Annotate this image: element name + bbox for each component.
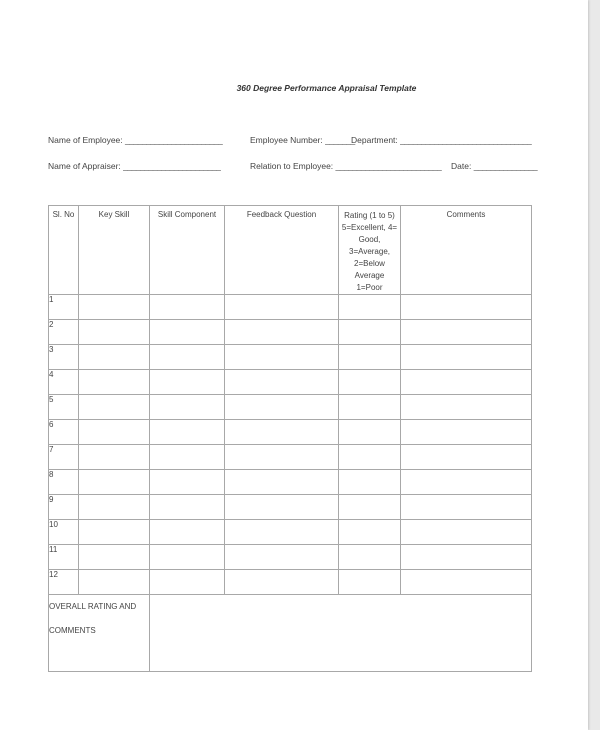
rating-cell[interactable] [339, 470, 401, 495]
row-number: 4 [49, 370, 79, 395]
row-number: 2 [49, 320, 79, 345]
table-row [49, 370, 532, 395]
feedback-question-cell[interactable] [225, 370, 339, 395]
overall-rating-label [49, 595, 150, 672]
date-label: Date: [451, 161, 472, 171]
key-skill-cell[interactable] [79, 495, 150, 520]
header-rating [339, 206, 401, 295]
comments-cell[interactable] [401, 445, 532, 470]
rating-cell[interactable] [339, 495, 401, 520]
feedback-question-cell[interactable] [225, 545, 339, 570]
skill-component-cell[interactable] [150, 370, 225, 395]
skill-component-cell[interactable] [150, 395, 225, 420]
key-skill-cell[interactable] [79, 395, 150, 420]
name-of-employee-blank[interactable]: _______________________ [125, 135, 223, 145]
row-number: 5 [49, 395, 79, 420]
overall-rating-row [49, 595, 532, 672]
overall-line: OVERALL RATING AND [49, 602, 137, 611]
department-label: Department: [351, 135, 398, 145]
name-of-appraiser-label: Name of Appraiser: [48, 161, 121, 171]
comments-cell[interactable] [401, 345, 532, 370]
table-row [49, 495, 532, 520]
key-skill-cell[interactable] [79, 545, 150, 570]
table-row [49, 445, 532, 470]
table-row [49, 320, 532, 345]
table-header-row [49, 206, 532, 295]
feedback-question-cell[interactable] [225, 520, 339, 545]
skill-component-cell[interactable] [150, 320, 225, 345]
row-number: 8 [49, 470, 79, 495]
name-of-employee-field [48, 135, 222, 145]
rating-cell[interactable] [339, 395, 401, 420]
key-skill-cell[interactable] [79, 570, 150, 595]
key-skill-cell[interactable] [79, 470, 150, 495]
employee-number-blank[interactable]: _______ [325, 135, 355, 145]
row-number: 11 [49, 545, 79, 570]
relation-to-employee-field [250, 161, 441, 171]
skill-component-cell[interactable] [150, 495, 225, 520]
skill-component-cell[interactable] [150, 520, 225, 545]
rating-cell[interactable] [339, 320, 401, 345]
header-skill-component: Skill Component [150, 206, 225, 295]
overall-line: COMMENTS [49, 626, 96, 635]
row-number: 10 [49, 520, 79, 545]
key-skill-cell[interactable] [79, 420, 150, 445]
row-number: 1 [49, 295, 79, 320]
comments-cell[interactable] [401, 570, 532, 595]
row-number: 9 [49, 495, 79, 520]
key-skill-cell[interactable] [79, 520, 150, 545]
table-row [49, 295, 532, 320]
key-skill-cell[interactable] [79, 345, 150, 370]
department-field [351, 135, 531, 145]
relation-to-employee-blank[interactable]: _________________________ [335, 161, 442, 171]
feedback-question-cell[interactable] [225, 395, 339, 420]
relation-to-employee-label: Relation to Employee: [250, 161, 334, 171]
table-row [49, 545, 532, 570]
document-title: 360 Degree Performance Appraisal Template [236, 83, 417, 93]
comments-cell[interactable] [401, 495, 532, 520]
rating-cell[interactable] [339, 545, 401, 570]
rating-cell[interactable] [339, 520, 401, 545]
rating-cell[interactable] [339, 570, 401, 595]
skill-component-cell[interactable] [150, 445, 225, 470]
name-of-appraiser-blank[interactable]: _______________________ [123, 161, 221, 171]
comments-cell[interactable] [401, 320, 532, 345]
row-number: 3 [49, 345, 79, 370]
comments-cell[interactable] [401, 545, 532, 570]
skill-component-cell[interactable] [150, 545, 225, 570]
comments-cell[interactable] [401, 295, 532, 320]
table-row [49, 395, 532, 420]
comments-cell[interactable] [401, 395, 532, 420]
rating-line: Good, 3=Average, [349, 235, 390, 256]
comments-cell[interactable] [401, 520, 532, 545]
row-number: 7 [49, 445, 79, 470]
skill-component-cell[interactable] [150, 470, 225, 495]
rating-line: 5=Excellent, 4= [341, 223, 398, 232]
feedback-question-cell[interactable] [225, 470, 339, 495]
key-skill-cell[interactable] [79, 295, 150, 320]
rating-cell[interactable] [339, 370, 401, 395]
header-feedback-question: Feedback Question [225, 206, 339, 295]
date-field [451, 161, 537, 171]
row-number: 6 [49, 420, 79, 445]
date-blank[interactable]: _______________ [473, 161, 538, 171]
table-row [49, 345, 532, 370]
overall-rating-cell[interactable] [150, 595, 532, 672]
key-skill-cell[interactable] [79, 320, 150, 345]
department-blank[interactable]: _______________________________ [400, 135, 532, 145]
name-of-employee-label: Name of Employee: [48, 135, 123, 145]
key-skill-cell[interactable] [79, 445, 150, 470]
comments-cell[interactable] [401, 370, 532, 395]
feedback-question-cell[interactable] [225, 295, 339, 320]
employee-number-field [250, 135, 355, 145]
comments-cell[interactable] [401, 470, 532, 495]
header-sl-no: Sl. No [49, 206, 79, 295]
rating-line: 1=Poor [356, 283, 383, 292]
header-comments: Comments [401, 206, 532, 295]
feedback-question-cell[interactable] [225, 345, 339, 370]
rating-cell[interactable] [339, 345, 401, 370]
skill-component-cell[interactable] [150, 345, 225, 370]
rating-cell[interactable] [339, 420, 401, 445]
skill-component-cell[interactable] [150, 570, 225, 595]
rating-cell[interactable] [339, 445, 401, 470]
rating-line: Rating (1 to 5) [344, 211, 395, 220]
name-of-appraiser-field [48, 161, 220, 171]
row-number: 12 [49, 570, 79, 595]
feedback-question-cell[interactable] [225, 495, 339, 520]
table-body [49, 295, 532, 595]
table-row [49, 470, 532, 495]
key-skill-cell[interactable] [79, 370, 150, 395]
header-key-skill: Key Skill [79, 206, 150, 295]
comments-cell[interactable] [401, 420, 532, 445]
skill-component-cell[interactable] [150, 295, 225, 320]
feedback-question-cell[interactable] [225, 445, 339, 470]
table-row [49, 520, 532, 545]
feedback-question-cell[interactable] [225, 320, 339, 345]
table-row [49, 570, 532, 595]
rating-cell[interactable] [339, 295, 401, 320]
skill-component-cell[interactable] [150, 420, 225, 445]
table-row [49, 420, 532, 445]
feedback-question-cell[interactable] [225, 570, 339, 595]
employee-number-label: Employee Number: [250, 135, 323, 145]
appraisal-table [48, 205, 532, 672]
rating-line: 2=Below Average [354, 259, 385, 280]
feedback-question-cell[interactable] [225, 420, 339, 445]
